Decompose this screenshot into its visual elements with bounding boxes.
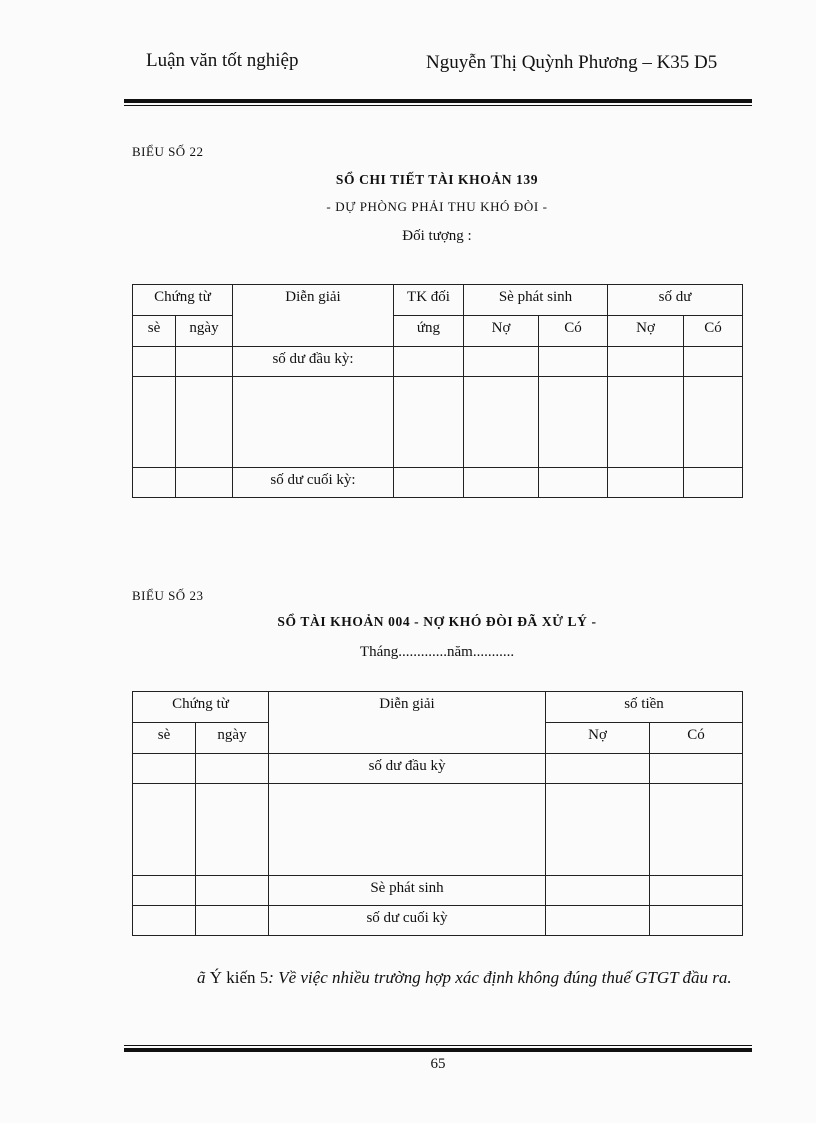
bullet-glyph: ã: [197, 968, 206, 987]
closing-balance: số dư cuối kỳ: [269, 906, 546, 936]
col-so-du: số dư: [608, 285, 743, 316]
col-phat-sinh: Sè phát sinh: [464, 285, 608, 316]
table-row: [133, 468, 743, 498]
form23-title: SỔ TÀI KHOẢN 004 - NỢ KHÓ ĐÒI ĐÃ XỬ LÝ -: [277, 614, 597, 629]
form23-table: [132, 691, 743, 936]
table-row: [133, 347, 743, 377]
header-rule: [124, 99, 752, 103]
footer-rule-thin: [124, 1045, 752, 1046]
col-co: Có: [650, 723, 743, 754]
footer-rule: [124, 1048, 752, 1052]
col-tk-doi: TK đối: [394, 285, 464, 316]
form23-period: Tháng.............năm...........: [359, 644, 515, 660]
table-row: [133, 876, 743, 906]
table-row: [133, 906, 743, 936]
col-dien-giai: Diễn giải: [233, 285, 394, 347]
opinion-text: : Về việc nhiều trường hợp xác định không đúng thuế GTGT đầu ra.: [268, 968, 732, 987]
col-so: sè: [133, 316, 176, 347]
form22-title: SỔ CHI TIẾT TÀI KHOẢN 139: [335, 172, 539, 187]
form22-subtitle: - DỰ PHÒNG PHẢI THU KHÓ ĐÒI -: [326, 199, 548, 214]
col-chung-tu: Chứng từ: [133, 285, 233, 316]
opening-balance: số dư đầu kỳ:: [233, 347, 394, 377]
form22-table: [132, 284, 743, 498]
col-ngay: ngày: [196, 723, 269, 754]
col-so: sè: [133, 723, 196, 754]
header-right: Nguyễn Thị Quỳnh Phương – K35 D5: [426, 52, 718, 73]
header-rule-thin: [124, 105, 752, 106]
col-tk-doi-2: ứng: [394, 316, 464, 347]
opinion-heading: Ý kiến 5: [209, 968, 269, 987]
opening-balance: số dư đầu kỳ: [269, 754, 546, 784]
table-row: [133, 784, 743, 876]
col-no: Nợ: [546, 723, 650, 754]
page-number: 65: [430, 1056, 446, 1072]
table-row: [133, 377, 743, 468]
col-chung-tu: Chứng từ: [133, 692, 269, 723]
opinion-paragraph: [105, 960, 745, 996]
col-co: Có: [539, 316, 608, 347]
table-row: [133, 754, 743, 784]
col-ngay: ngày: [176, 316, 233, 347]
col-no-2: Nợ: [608, 316, 684, 347]
col-no: Nợ: [464, 316, 539, 347]
form23-label: BIỂU SỐ 23: [132, 588, 204, 603]
col-co-2: Có: [684, 316, 743, 347]
form22-object: Đối tượng :: [402, 228, 472, 244]
col-so-tien: số tiền: [546, 692, 743, 723]
arising-row: Sè phát sinh: [269, 876, 546, 906]
form22-label: BIỂU SỐ 22: [132, 144, 204, 159]
col-dien-giai: Diễn giải: [269, 692, 546, 754]
closing-balance: số dư cuối kỳ:: [233, 468, 394, 498]
header-left: Luận văn tốt nghiệp: [146, 50, 299, 71]
